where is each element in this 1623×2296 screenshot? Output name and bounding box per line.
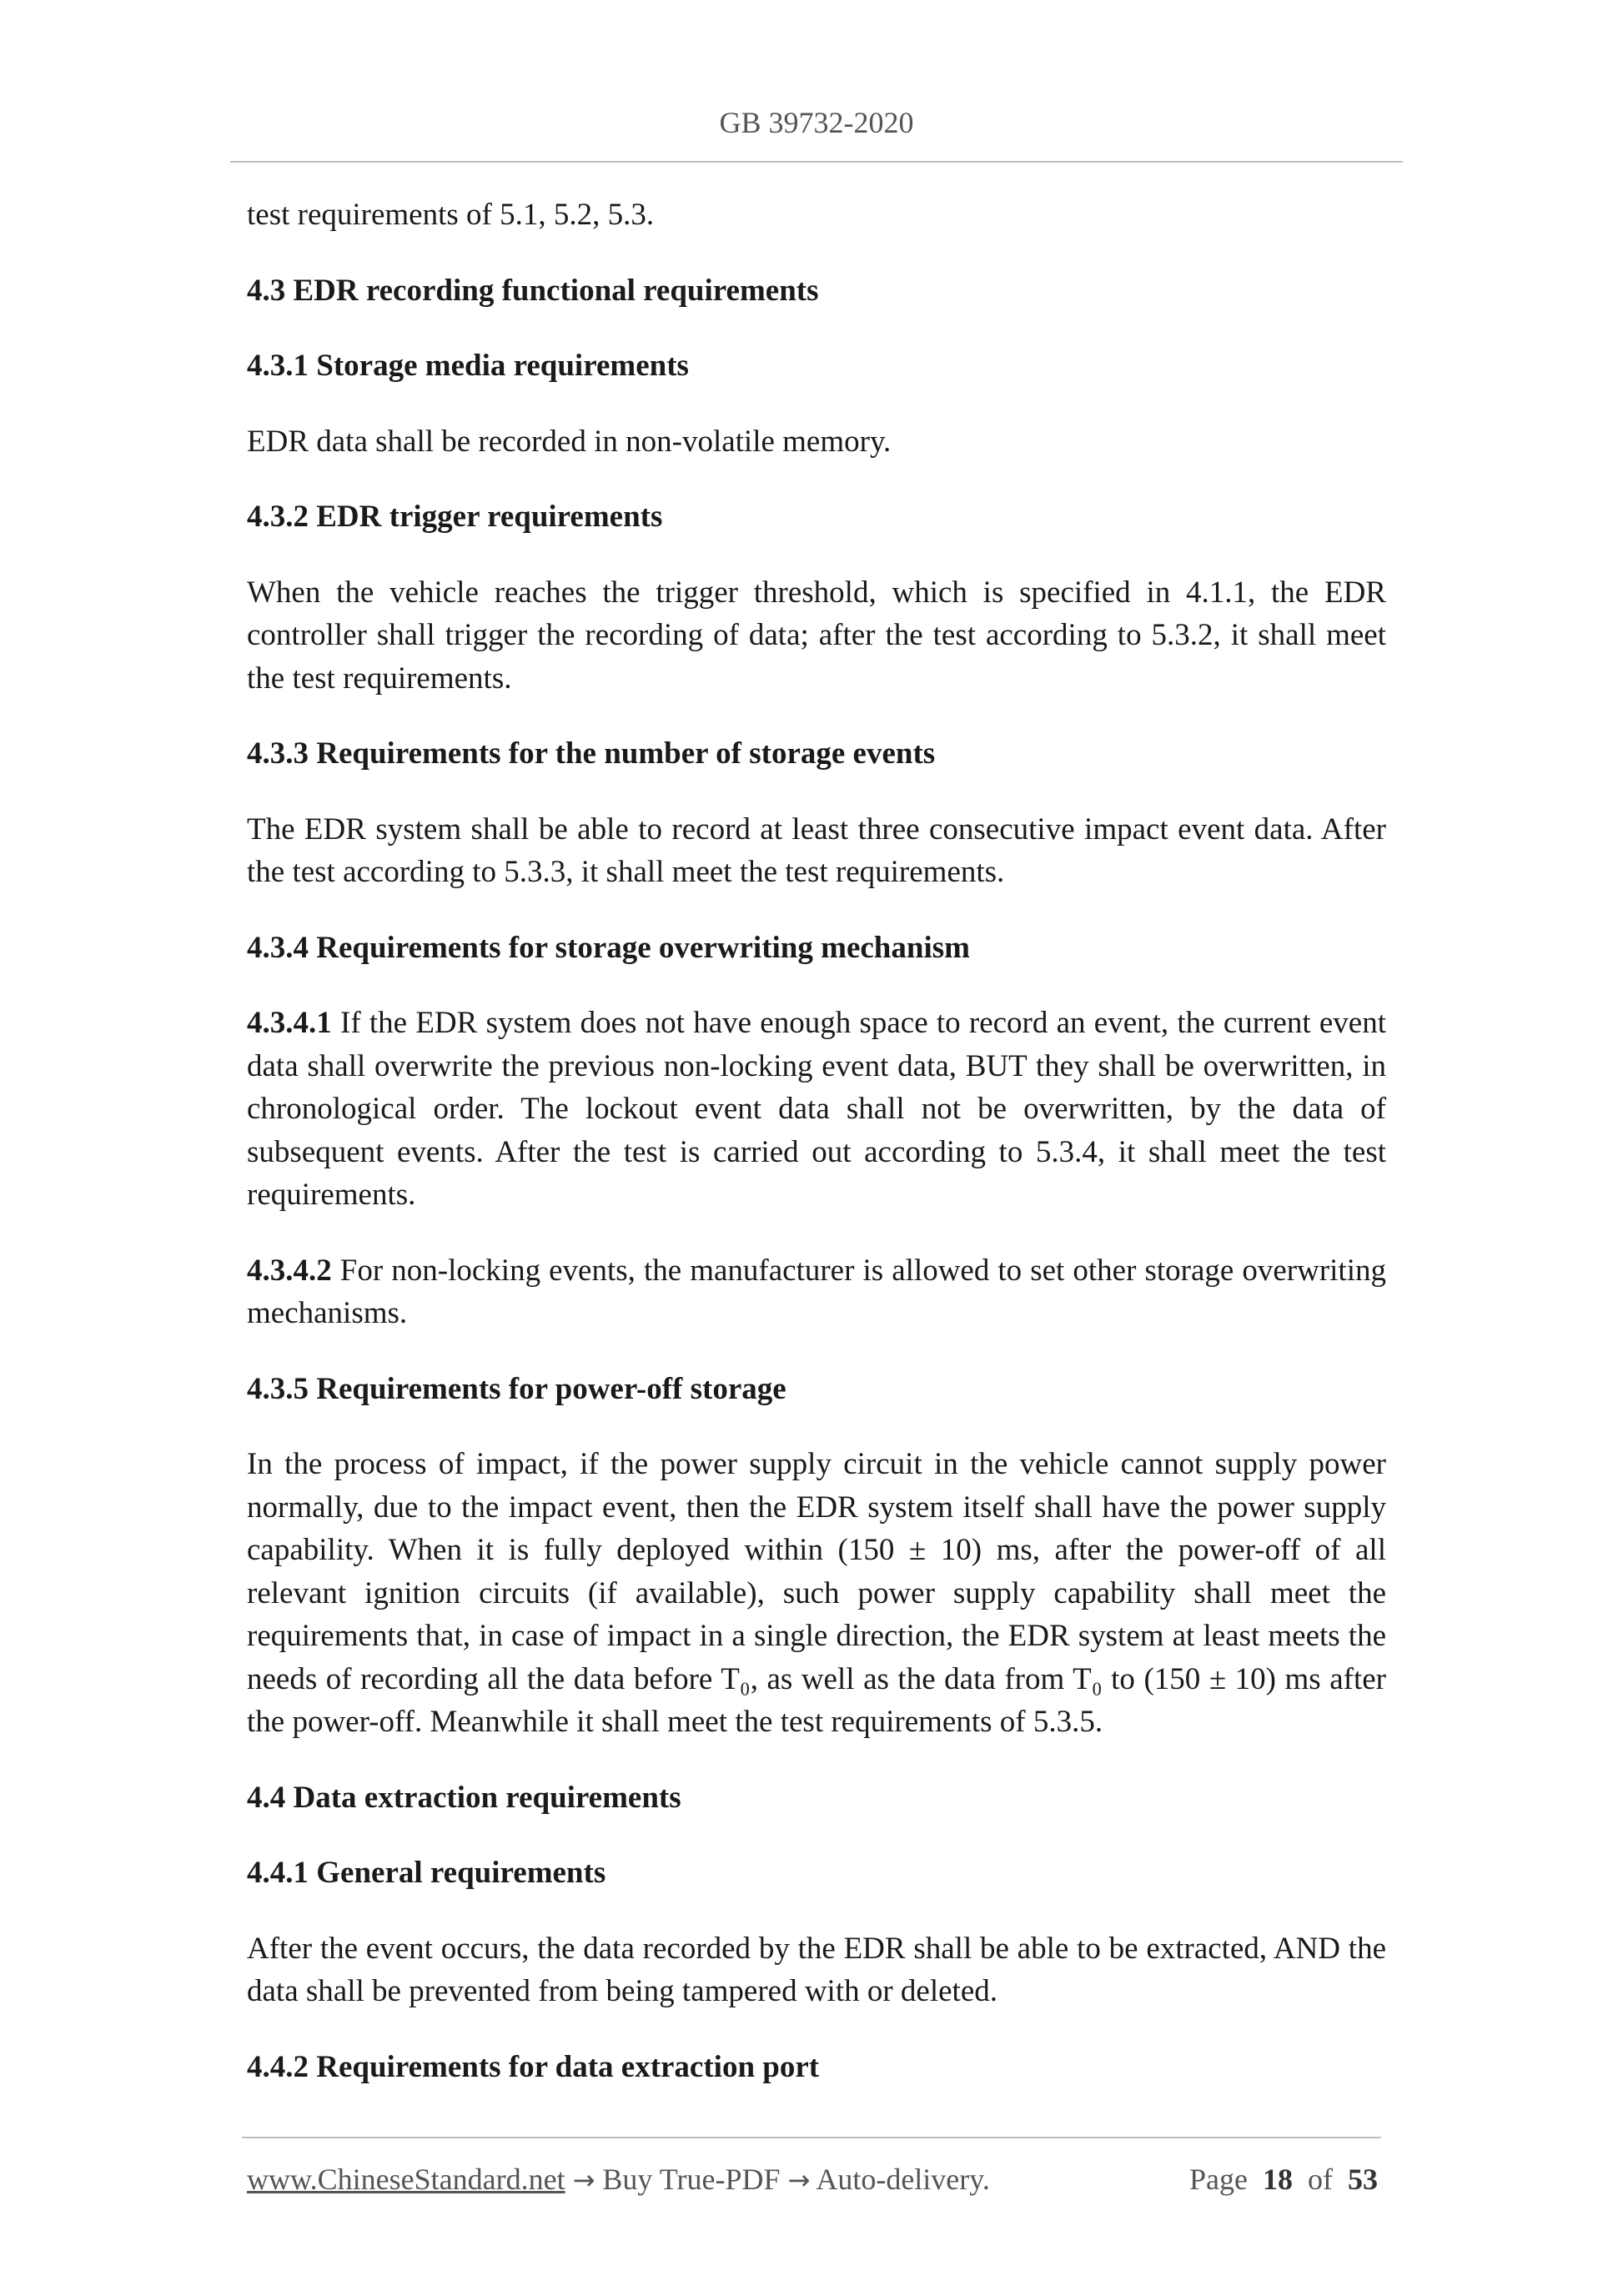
page-footer xyxy=(247,2158,1378,2201)
page-current: 18 xyxy=(1263,2163,1293,2196)
of-label: of xyxy=(1308,2163,1333,2196)
paragraph-4-3-4-1 xyxy=(247,1002,1386,1217)
page-indicator xyxy=(1189,2158,1378,2200)
paragraph-4-3-1: EDR data shall be recorded in non-volatile memory. xyxy=(247,424,892,459)
heading-4-4-2: 4.4.2 Requirements for data extraction port xyxy=(247,2049,820,2084)
heading-4-4: 4.4 Data extraction requirements xyxy=(247,1780,681,1815)
paragraph-4-3-3: The EDR system shall be able to record at least three consecutive impact event data. After the test according to 5.3.3, it shall meet the test requirements. xyxy=(247,811,1386,889)
paragraph-4-3-4-2 xyxy=(247,1249,1386,1335)
paragraph-4-3-2: When the vehicle reaches the trigger threshold, which is specified in 4.1.1, the EDR controller shall trigger the recording of data; after the test according to 5.3.2, it shall meet the test requirements. xyxy=(247,575,1386,696)
header-divider xyxy=(230,161,1403,163)
heading-4-3: 4.3 EDR recording functional requirements xyxy=(247,273,819,308)
page-total: 53 xyxy=(1348,2163,1378,2196)
clause-text-4-3-4-1: If the EDR system does not have enough space to record an event, the current event data shall overwrite the previous non-locking event data, BUT they shall be overwritten, in chronological order. The lockout event data shall not be overwritten, by the data of subsequent events. After the test is carried out according to 5.3.4, it shall meet the test requirements. xyxy=(247,1006,1386,1212)
heading-4-3-1: 4.3.1 Storage media requirements xyxy=(247,349,689,383)
clause-number-4-3-4-2: 4.3.4.2 xyxy=(247,1253,332,1288)
document-body xyxy=(247,193,1386,2121)
arrow-right-icon: → xyxy=(572,2164,595,2196)
heading-4-3-4: 4.3.4 Requirements for storage overwriting mechanism xyxy=(247,930,970,965)
continued-paragraph: test requirements of 5.1, 5.2, 5.3. xyxy=(247,198,655,232)
site-link[interactable]: www.ChineseStandard.net xyxy=(247,2163,565,2196)
clause-number-4-3-4-1: 4.3.4.1 xyxy=(247,1006,332,1040)
heading-4-4-1: 4.4.1 General requirements xyxy=(247,1856,606,1890)
paragraph-4-3-5: In the process of impact, if the power supply circuit in the vehicle cannot supply power normally, due to the impact event, then the EDR system itself shall have the power supply capability. When it is fully deployed within (150 ± 10) ms, after the power-off of all relevant ignition circuits (if available), such power supply capability shall meet the requirements that, in case of impact in a single direction, the EDR system at least meets the needs of recording all the data before T₀, as well as the data from T₀ to (150 ± 10) ms after the power-off. Meanwhile it shall meet the test requirements of 5.3.5. xyxy=(247,1447,1386,1739)
arrow-right-icon: → xyxy=(787,2164,811,2196)
heading-4-3-2: 4.3.2 EDR trigger requirements xyxy=(247,500,663,534)
page-label: Page xyxy=(1189,2163,1248,2196)
delivery-text: Auto-delivery. xyxy=(810,2163,990,2196)
clause-text-4-3-4-2: For non-locking events, the manufacturer is allowed to set other storage overwriting mechanisms. xyxy=(247,1253,1386,1330)
paragraph-4-4-1: After the event occurs, the data recorded by the EDR shall be able to be extracted, AND the data shall be prevented from being tampered with or deleted. xyxy=(247,1931,1386,2008)
buy-text: Buy True-PDF xyxy=(595,2163,788,2196)
heading-4-3-3: 4.3.3 Requirements for the number of storage events xyxy=(247,736,936,771)
footer-divider xyxy=(242,2137,1381,2138)
heading-4-3-5: 4.3.5 Requirements for power-off storage xyxy=(247,1371,786,1406)
page-header: GB 39732-2020 xyxy=(719,106,914,139)
